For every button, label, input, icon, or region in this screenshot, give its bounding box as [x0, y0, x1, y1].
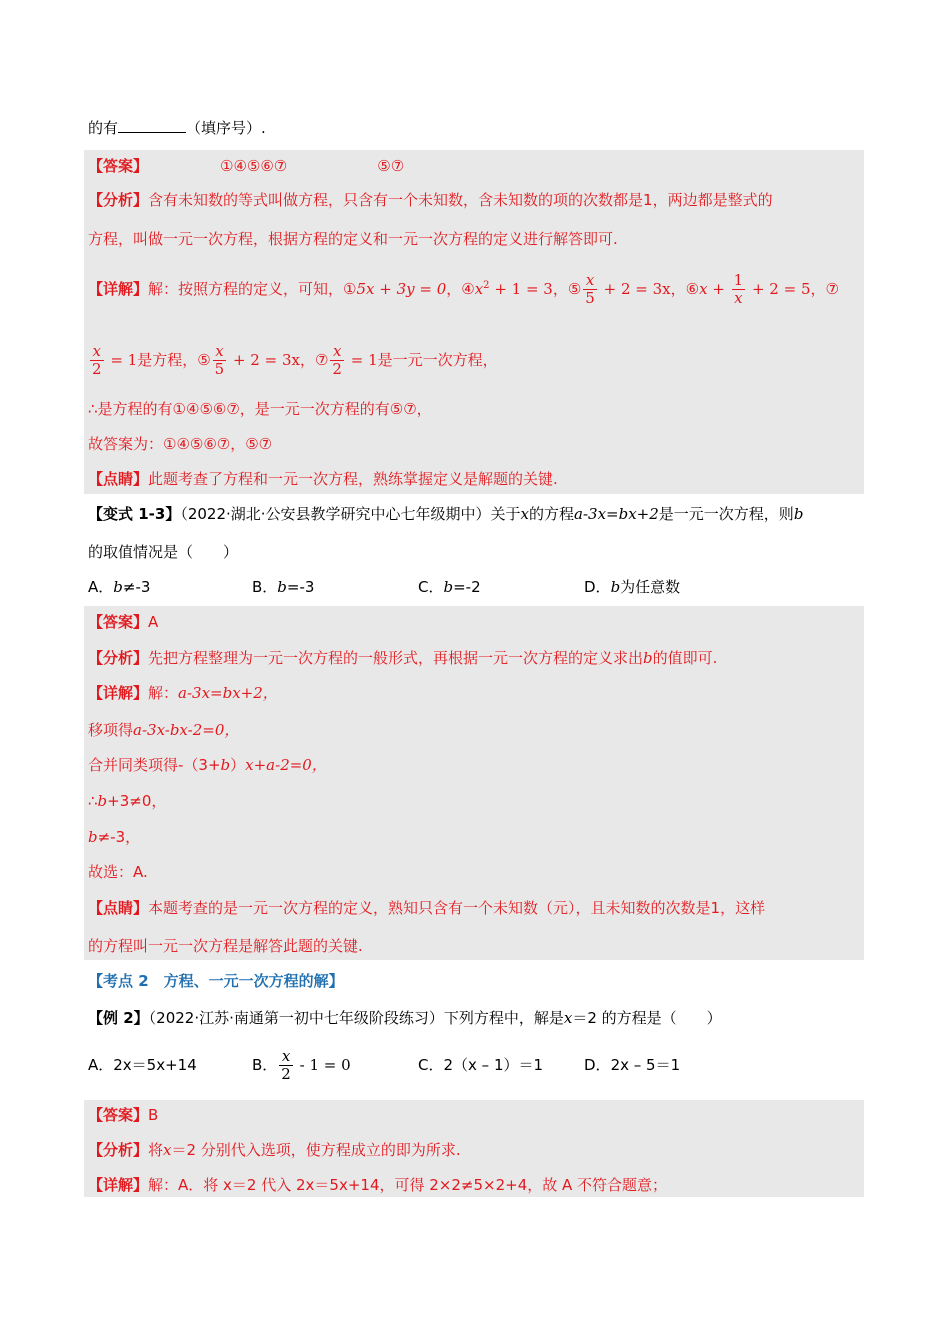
eq1: 5x + 3y = 0 — [356, 280, 447, 298]
q1-conclusion-line — [88, 434, 272, 454]
q1-detail-line-1 — [88, 266, 839, 309]
option-text: ≠-3 — [122, 578, 151, 596]
frac-1-over-x — [732, 272, 746, 307]
analysis-tag: 【分析】 — [88, 191, 149, 209]
answer-tag: 【答案】 — [88, 157, 149, 175]
sep3: ，⑥ — [670, 280, 700, 298]
detail-tag: 【详解】 — [88, 280, 149, 298]
comment-text: 本题考查的是一元一次方程的定义，熟知只含有一个未知数（元），且未知数的次数是1，这样 — [148, 899, 766, 917]
eq4-b: + 1 = 3 — [489, 280, 553, 298]
detail-intro: 解：按照方程的定义，可知，① — [148, 280, 357, 298]
v13-detail-line-4 — [88, 791, 166, 811]
v13-comment-line-1 — [88, 898, 765, 918]
frac-den: 2 — [332, 360, 342, 378]
detail-text: 合并同类项得-（3+ — [88, 756, 221, 774]
answer-a: ①④⑤⑥⑦ — [220, 157, 288, 175]
frac-num: x — [330, 343, 344, 361]
intro-text-after: （填序号）. — [186, 119, 266, 137]
intro-text-before: 的有 — [88, 119, 119, 137]
analysis-text-1: 含有未知数的等式叫做方程，只含有一个未知数，含未知数的项的次数都是1，两边都是整式的 — [148, 191, 773, 209]
analysis-tag: 【分析】 — [88, 649, 149, 667]
conclusion-text: 故答案为：①④⑤⑥⑦，⑤⑦ — [88, 435, 273, 453]
ex2-answer-line — [88, 1105, 158, 1125]
analysis-text-end: ＝2 分别代入选项，使方程成立的即为所求. — [171, 1141, 461, 1159]
analysis-text: 先把方程整理为一元一次方程的一般形式，再根据一元一次方程的定义求出 — [148, 649, 644, 667]
detail-eq: x+a-2=0， — [245, 756, 327, 774]
v13-text-mid: 的方程 — [529, 505, 575, 523]
v13-source: （2022·湖北·公安县教学研究中心七年级期中）关于 — [180, 505, 521, 523]
eq6-x: x + — [699, 280, 730, 298]
q1-therefore-line — [88, 399, 432, 419]
detail-text: ≠-3， — [97, 828, 141, 846]
comment-tag: 【点睛】 — [88, 470, 149, 488]
detail-text: +3≠0， — [107, 792, 167, 810]
eq5-rest: + 2 = 3x — [228, 351, 300, 369]
frac-den: 2 — [281, 1065, 291, 1083]
detail-text: 移项得 — [88, 721, 134, 739]
frac-den: x — [734, 289, 743, 307]
v13-tag: 【变式 1-3】 — [88, 505, 181, 523]
analysis-text-2: 方程，叫做一元一次方程，根据方程的定义和一元一次方程的定义进行解答即可. — [88, 230, 618, 248]
eq6-rest: + 2 = 5 — [747, 280, 811, 298]
q1-analysis-line-1 — [88, 190, 773, 210]
ex2-text: ＝2 的方程是（ ） — [572, 1009, 722, 1027]
option-var: b — [610, 578, 621, 596]
section-heading-kaodian-2 — [88, 971, 344, 991]
ex2-var: x — [563, 1009, 573, 1027]
analysis-var: b — [643, 649, 653, 667]
section-heading-text: 【考点 2 方程、一元一次方程的解】 — [88, 972, 344, 990]
frac-den: 5 — [585, 289, 595, 307]
v13-equation: a-3x=bx+2 — [574, 505, 659, 523]
option-text: =-2 — [453, 578, 481, 596]
v13-analysis-line — [88, 648, 717, 668]
v13-option-a[interactable] — [88, 577, 150, 597]
option-text: - 1 = 0 — [294, 1056, 351, 1074]
option-var: b — [443, 578, 454, 596]
analysis-var: x — [163, 1141, 172, 1159]
ex2-question-line — [88, 1008, 722, 1028]
option-label: D． — [584, 578, 611, 596]
detail-text-mid: ） — [230, 756, 246, 774]
sep1: ，④ — [446, 280, 475, 298]
v13-option-c[interactable] — [418, 577, 481, 597]
sep5: ，⑦ — [299, 351, 329, 369]
detail-text: 解： — [148, 684, 179, 702]
ex2-source: （2022·江苏·南通第一初中七年级阶段练习）下列方程中，解是 — [148, 1009, 564, 1027]
frac-x-over-2 — [90, 343, 104, 378]
option-text: =-3 — [286, 578, 315, 596]
detail-text: 故选：A. — [88, 863, 148, 881]
eq7-rest: = 1 — [105, 351, 138, 369]
is-equation: 是方程，⑤ — [137, 351, 211, 369]
ex2-option-b[interactable] — [252, 1044, 351, 1086]
sep4: ，⑦ — [810, 280, 839, 298]
answer-b: ⑤⑦ — [377, 157, 405, 175]
frac-x-over-2 — [330, 343, 344, 378]
detail-eq: a-3x-bx-2=0， — [133, 721, 240, 739]
frac-num: x — [583, 272, 597, 290]
v13-detail-line-5 — [88, 827, 140, 847]
option-label: B． — [252, 1056, 278, 1074]
option-var: b — [113, 578, 123, 596]
frac-num: x — [279, 1048, 293, 1066]
option-label: C． — [418, 1056, 444, 1074]
ex2-tag: 【例 2】 — [88, 1009, 149, 1027]
v13-text-end: 是一元一次方程，则 — [658, 505, 794, 523]
frac-num: x — [213, 343, 227, 361]
frac-num: x — [90, 343, 104, 361]
v13-line2: 的取值情况是（ ） — [88, 543, 239, 561]
detail-var: b — [97, 792, 108, 810]
detail-var: b — [88, 828, 98, 846]
intro-line — [88, 118, 266, 138]
answer-value: B — [148, 1106, 159, 1124]
v13-option-d[interactable] — [584, 577, 680, 597]
v13-question-line-2 — [88, 542, 238, 562]
option-label: D． — [584, 1056, 611, 1074]
q1-analysis-line-2 — [88, 229, 618, 249]
q1-detail-line-2 — [88, 340, 498, 380]
detail-tag: 【详解】 — [88, 1176, 149, 1194]
q1-comment-line — [88, 469, 558, 489]
option-text: 为任意数 — [620, 578, 681, 596]
option-label: C． — [418, 578, 444, 596]
therefore-symbol: ∴ — [88, 792, 98, 810]
comment-text: 的方程叫一元一次方程是解答此题的关键. — [88, 937, 363, 955]
eq4-a: x — [474, 280, 484, 298]
eq7-rest: = 1 — [345, 351, 378, 369]
frac-den: 5 — [214, 360, 225, 378]
answer-tag: 【答案】 — [88, 613, 149, 631]
analysis-text-end: 的值即可. — [652, 649, 718, 667]
ex2-option-c[interactable] — [418, 1055, 543, 1075]
v13-detail-line-1 — [88, 683, 278, 703]
option-text: 2（x – 1）＝1 — [443, 1056, 544, 1074]
v13-question-line-1 — [88, 504, 803, 524]
answer-tag: 【答案】 — [88, 1106, 149, 1124]
is-linear: 是一元一次方程， — [377, 351, 498, 369]
option-label: B． — [252, 578, 278, 596]
frac-x-over-5 — [583, 272, 597, 307]
frac-num: 1 — [733, 271, 744, 289]
ex2-detail-line — [88, 1175, 667, 1195]
ex2-option-d[interactable] — [584, 1055, 680, 1075]
therefore-text: ∴是方程的有①④⑤⑥⑦，是一元一次方程的有⑤⑦， — [88, 400, 432, 418]
v13-comment-line-2 — [88, 936, 363, 956]
v13-detail-line-2 — [88, 720, 239, 740]
eq5-rest: + 2 = 3x — [598, 280, 671, 298]
analysis-tag: 【分析】 — [88, 1141, 149, 1159]
v13-option-b[interactable] — [252, 577, 314, 597]
sep2: ，⑤ — [552, 280, 582, 298]
v13-detail-line-3 — [88, 755, 327, 775]
frac-x-over-2 — [279, 1048, 293, 1083]
ex2-analysis-line — [88, 1140, 461, 1160]
q1-answer-line — [88, 156, 404, 176]
option-text: 2x＝5x+14 — [113, 1056, 197, 1074]
v13-var-b: b — [793, 505, 804, 523]
comment-tag: 【点睛】 — [88, 899, 149, 917]
fill-blank — [118, 118, 186, 133]
eq4-sup: 2 — [483, 280, 490, 291]
v13-detail-line-6 — [88, 862, 148, 882]
option-var: b — [277, 578, 287, 596]
detail-eq: a-3x=bx+2， — [178, 684, 278, 702]
frac-den: 2 — [92, 360, 102, 378]
option-label: A． — [88, 578, 114, 596]
v13-var-x: x — [520, 505, 530, 523]
comment-text: 此题考查了方程和一元一次方程，熟练掌握定义是解题的关键. — [148, 470, 558, 488]
answer-value: A — [148, 613, 159, 631]
detail-var: b — [220, 756, 231, 774]
option-label: A． — [88, 1056, 114, 1074]
option-text: 2x – 5＝1 — [610, 1056, 681, 1074]
analysis-text: 将 — [148, 1141, 164, 1159]
detail-text: 解：A．将 x＝2 代入 2x＝5x+14，可得 2×2≠5×2+4，故 A 不符合题意； — [148, 1176, 668, 1194]
detail-tag: 【详解】 — [88, 684, 149, 702]
frac-x-over-5 — [213, 343, 227, 378]
v13-answer-line — [88, 612, 158, 632]
ex2-option-a[interactable] — [88, 1055, 197, 1075]
